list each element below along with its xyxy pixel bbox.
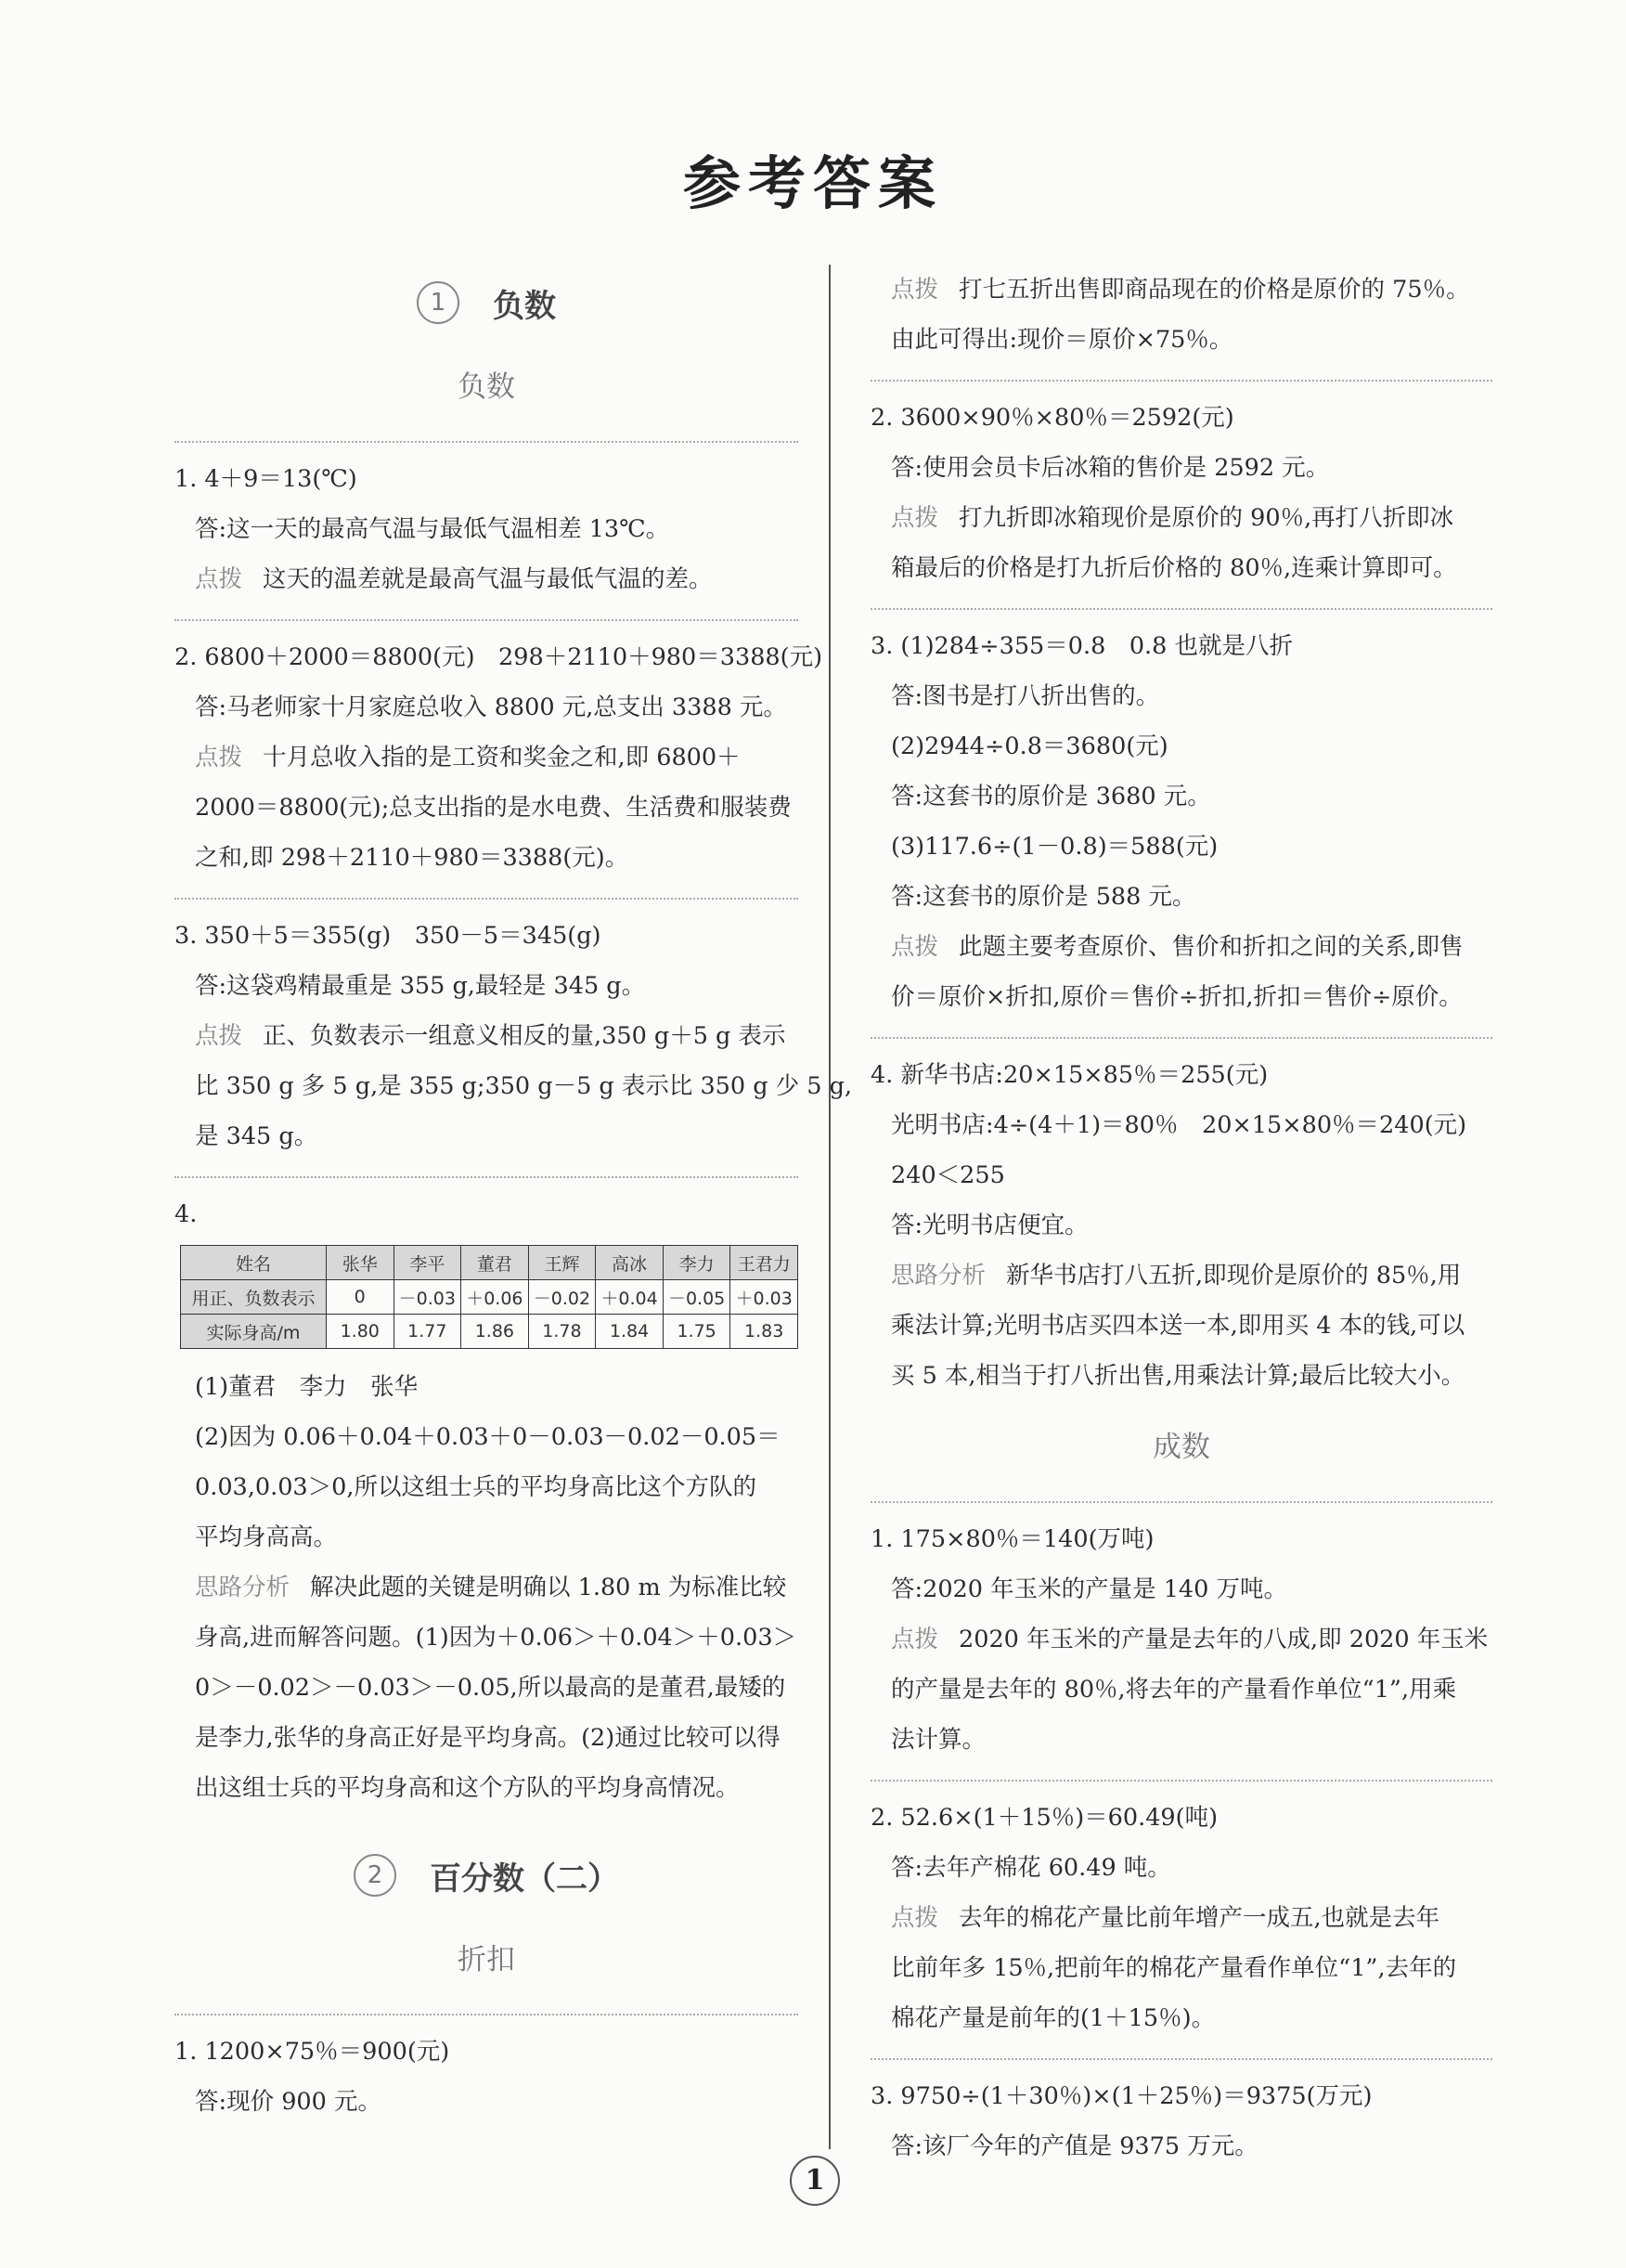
answer-line: 答:光明书店便宜。 [891, 1212, 1089, 1239]
tip-line: 的产量是去年的 80％,将去年的产量看作单位“1”,用乘 [891, 1676, 1457, 1704]
tip-line: 0＞－0.02＞－0.03＞－0.05,所以最高的是董君,最矮的 [195, 1674, 786, 1702]
dotted-separator [871, 608, 1492, 610]
table-cell: 姓名 [181, 1246, 327, 1280]
answer-line: 1. 1200×75％＝900(元) [174, 2038, 450, 2066]
tip-line: 比 350 g 多 5 g,是 355 g;350 g－5 g 表示比 350 g 少 5 g, [195, 1072, 853, 1100]
tip-text: 新华书店打八五折,即现价是原价的 85％,用 [1006, 1262, 1462, 1290]
answer-line: 4. [174, 1200, 198, 1228]
answer-block [174, 911, 853, 1161]
answer-line: 答:图书是打八折出售的。 [891, 682, 1160, 710]
tip-line: 之和,即 298＋2110＋980＝3388(元)。 [195, 844, 629, 872]
table-cell: 王君力 [730, 1246, 798, 1280]
answer-line: 3. 9750÷(1＋30％)×(1＋25％)＝9375(万元) [871, 2082, 1373, 2110]
answer-block [871, 2071, 1492, 2171]
answer-line: 0.03,0.03＞0,所以这组士兵的平均身高比这个方队的 [195, 1473, 756, 1501]
tip-line [174, 1011, 798, 1061]
answer-line: (3)117.6÷(1－0.8)＝588(元) [891, 833, 1219, 861]
tip-line: 出这组士兵的平均身高和这个方队的平均身高情况。 [195, 1774, 740, 1802]
answer-block [174, 2027, 798, 2127]
answer-line: 光明书店:4÷(4＋1)＝80％ 20×15×80％＝240(元) [891, 1111, 1467, 1139]
answer-line: (1)董君 李力 张华 [195, 1373, 419, 1401]
unit-title: 负数 [493, 287, 556, 325]
tip-line: 乘法计算;光明书店买四本送一本,即用买 4 本的钱,可以 [891, 1312, 1465, 1340]
tip-line [871, 922, 1492, 972]
tip-line: 比前年多 15％,把前年的棉花产量看作单位“1”,去年的 [891, 1954, 1457, 1982]
unit-heading [174, 265, 798, 341]
dotted-separator [871, 1037, 1492, 1039]
tip-text: 此题主要考查原价、售价和折扣之间的关系,即售 [959, 933, 1464, 961]
table-cell: 1.86 [461, 1315, 529, 1349]
answer-line: 答:这一天的最高气温与最低气温相差 13℃。 [195, 515, 670, 543]
table-cell: 李平 [394, 1246, 461, 1280]
column-divider [829, 265, 831, 2149]
table-cell: 1.83 [730, 1315, 798, 1349]
tip-line: 棉花产量是前年的(1＋15％)。 [891, 2004, 1216, 2032]
heights-table [180, 1245, 798, 1349]
answer-block [871, 1050, 1492, 1401]
tip-text: 解决此题的关键是明确以 1.80 m 为标准比较 [310, 1574, 787, 1601]
tip-line: 2000＝8800(元);总支出指的是水电费、生活费和服装费 [195, 794, 792, 822]
tip-line: 箱最后的价格是打九折后价格的 80％,连乘计算即可。 [891, 554, 1457, 582]
tip-text: 打九折即冰箱现价是原价的 90％,再打八折即冰 [959, 504, 1454, 532]
table-cell: －0.05 [663, 1280, 730, 1315]
unit-number: 2 [354, 1854, 396, 1897]
answer-line: 1. 175×80％＝140(万吨) [871, 1525, 1155, 1553]
table-cell: ＋0.04 [596, 1280, 664, 1315]
answer-block [174, 632, 823, 883]
tip-line [174, 554, 798, 604]
table-cell: 1.84 [596, 1315, 664, 1349]
answer-line: 答:使用会员卡后冰箱的售价是 2592 元。 [891, 454, 1330, 482]
answer-line: 平均身高高。 [195, 1523, 338, 1551]
tip-line [871, 1251, 1492, 1301]
dotted-separator [174, 2014, 798, 2015]
table-cell: 李力 [663, 1246, 730, 1280]
tip-label: 点拨 [891, 276, 939, 304]
table-row [181, 1315, 798, 1349]
dotted-separator [174, 441, 798, 443]
tip-text: 正、负数表示一组意义相反的量,350 g＋5 g 表示 [263, 1022, 786, 1050]
tip-line [871, 493, 1492, 543]
unit-number: 1 [417, 281, 459, 324]
tip-label: 点拨 [891, 933, 939, 961]
table-cell: ＋0.06 [461, 1280, 529, 1315]
tip-text: 去年的棉花产量比前年增产一成五,也就是去年 [959, 1904, 1440, 1932]
unit-title: 百分数（二） [430, 1860, 619, 1898]
section-title: 折扣 [458, 1942, 515, 1976]
tip-line [871, 1893, 1492, 1943]
table-cell: 高冰 [596, 1246, 664, 1280]
table-row [181, 1280, 798, 1315]
table-cell: 张华 [326, 1246, 394, 1280]
page-number: 1 [790, 2156, 840, 2206]
tip-line [871, 1614, 1492, 1665]
answer-block [871, 1514, 1492, 1765]
table-cell: 1.80 [326, 1315, 394, 1349]
table-cell: ＋0.03 [730, 1280, 798, 1315]
tip-label: 点拨 [195, 1022, 243, 1050]
answer-line: 答:去年产棉花 60.49 吨。 [891, 1854, 1171, 1882]
page-title: 参考答案 [682, 149, 943, 217]
answer-line: 3. (1)284÷355＝0.8 0.8 也就是八折 [871, 632, 1293, 660]
answer-line: 答:这套书的原价是 588 元。 [891, 883, 1196, 911]
table-cell: 1.78 [528, 1315, 596, 1349]
answer-line: 答:该厂今年的产值是 9375 万元。 [891, 2132, 1258, 2160]
answer-line: (2)因为 0.06＋0.04＋0.03＋0－0.03－0.02－0.05＝ [195, 1423, 781, 1451]
answer-block [174, 1189, 798, 1813]
answer-line: 2. 52.6×(1＋15％)＝60.49(吨) [871, 1804, 1219, 1832]
tip-text: 2020 年玉米的产量是去年的八成,即 2020 年玉米 [959, 1626, 1489, 1653]
tip-line [871, 265, 1492, 315]
answer-block [871, 621, 1492, 1022]
table-cell: 实际身高/m [181, 1315, 327, 1349]
answer-line: 240＜255 [891, 1161, 1005, 1189]
tip-label: 点拨 [891, 504, 939, 532]
table-cell: 1.77 [394, 1315, 461, 1349]
tip-label: 点拨 [195, 744, 243, 771]
table-header-row [181, 1246, 798, 1280]
answer-line: 答:现价 900 元。 [195, 2088, 381, 2116]
tip-line: 价＝原价×折扣,原价＝售价÷折扣,折扣＝售价÷原价。 [891, 983, 1463, 1011]
tip-text: 十月总收入指的是工资和奖金之和,即 6800＋ [263, 744, 741, 771]
dotted-separator [871, 1780, 1492, 1782]
tip-label: 点拨 [195, 565, 243, 593]
tip-text: 这天的温差就是最高气温与最低气温的差。 [263, 565, 713, 593]
dotted-separator [174, 1176, 798, 1178]
dotted-separator [174, 898, 798, 900]
tip-line: 法计算。 [891, 1726, 987, 1754]
answer-block [871, 265, 1492, 365]
dotted-separator [174, 619, 798, 621]
answer-line: (2)2944÷0.8＝3680(元) [891, 732, 1168, 760]
dotted-separator [871, 1501, 1492, 1503]
table-cell: －0.03 [394, 1280, 461, 1315]
left-column [174, 265, 853, 2127]
section-title: 成数 [1153, 1430, 1210, 1464]
answer-line: 答:这套书的原价是 3680 元。 [891, 783, 1211, 810]
table-cell: 王辉 [528, 1246, 596, 1280]
tip-label: 思路分析 [891, 1262, 987, 1290]
tip-line: 由此可得出:现价＝原价×75％。 [891, 326, 1233, 354]
answer-block [871, 1793, 1492, 2043]
answer-line: 4. 新华书店:20×15×85％＝255(元) [871, 1061, 1269, 1089]
tip-line: 是李力,张华的身高正好是平均身高。(2)通过比较可以得 [195, 1724, 781, 1752]
table-cell: 0 [326, 1280, 394, 1315]
answer-line: 答:这袋鸡精最重是 355 g,最轻是 345 g。 [195, 972, 646, 1000]
tip-line: 身高,进而解答问题。(1)因为＋0.06＞＋0.04＞＋0.03＞ [195, 1624, 797, 1652]
dotted-separator [871, 380, 1492, 382]
tip-label: 思路分析 [195, 1574, 290, 1601]
table-cell: 用正、负数表示 [181, 1280, 327, 1315]
answer-line: 1. 4＋9＝13(℃) [174, 465, 357, 493]
tip-line [174, 1562, 798, 1613]
table-cell: －0.02 [528, 1280, 596, 1315]
table-cell: 1.75 [663, 1315, 730, 1349]
tip-label: 点拨 [891, 1904, 939, 1932]
unit-heading [174, 1837, 798, 1913]
answer-line: 答:2020 年玉米的产量是 140 万吨。 [891, 1575, 1287, 1603]
tip-text: 打七五折出售即商品现在的价格是原价的 75％。 [959, 276, 1470, 304]
answer-line: 2. 6800＋2000＝8800(元) 298＋2110＋980＝3388(元) [174, 643, 823, 671]
tip-line: 是 345 g。 [195, 1122, 318, 1150]
answer-block [174, 454, 798, 604]
right-column [871, 265, 1492, 2171]
table-cell: 董君 [461, 1246, 529, 1280]
tip-line: 买 5 本,相当于打八折出售,用乘法计算;最后比较大小。 [891, 1362, 1465, 1390]
answer-block [871, 393, 1492, 593]
answer-line: 2. 3600×90％×80％＝2592(元) [871, 404, 1234, 432]
answer-line: 3. 350＋5＝355(g) 350－5＝345(g) [174, 922, 601, 950]
tip-line [174, 732, 798, 783]
section-title: 负数 [458, 369, 515, 404]
answer-line: 答:马老师家十月家庭总收入 8800 元,总支出 3388 元。 [195, 693, 787, 721]
dotted-separator [871, 2058, 1492, 2060]
tip-label: 点拨 [891, 1626, 939, 1653]
